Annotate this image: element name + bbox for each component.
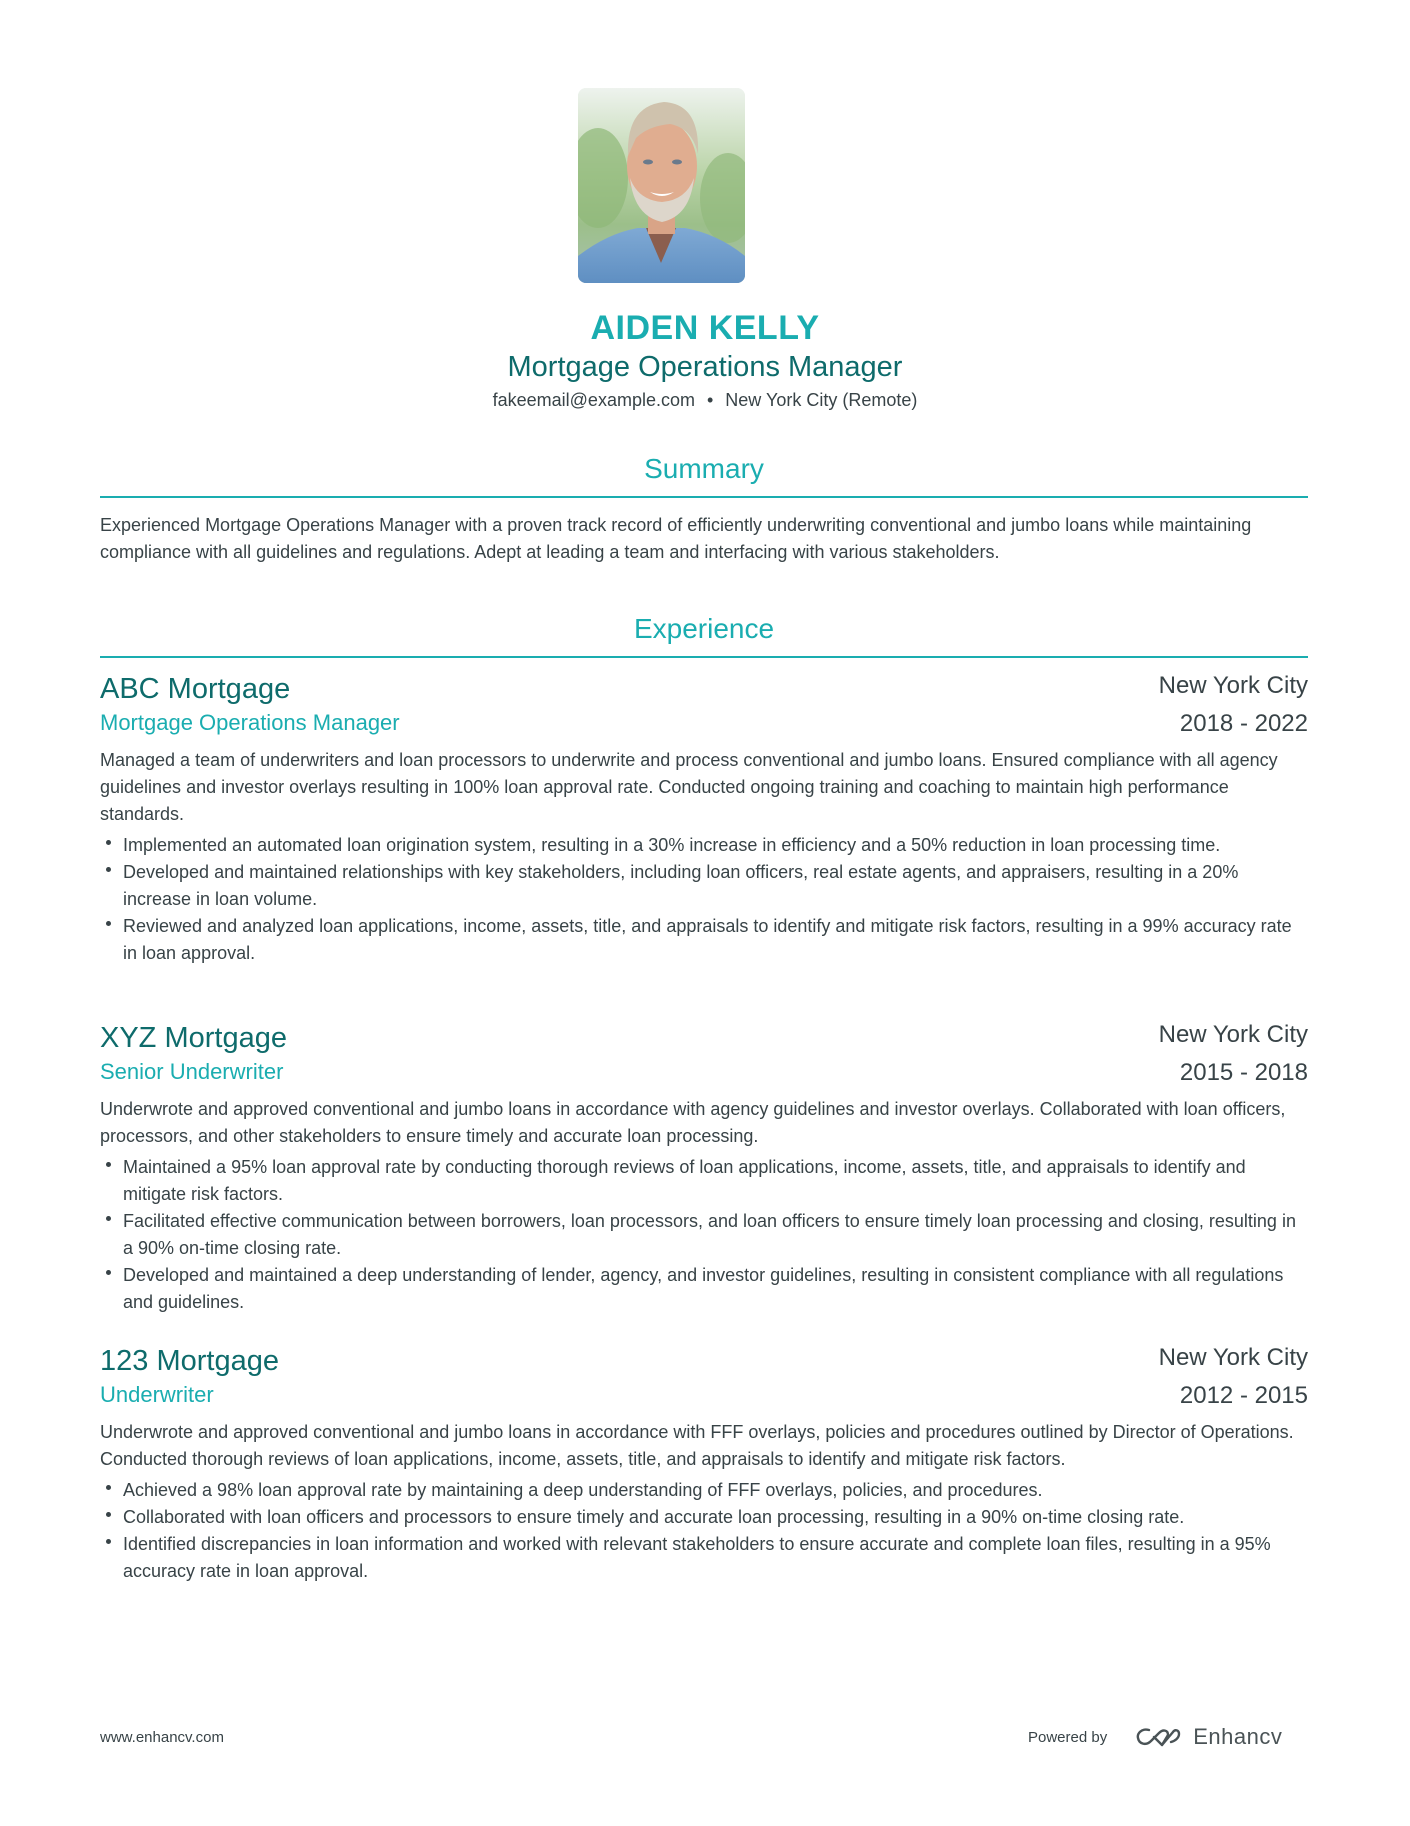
job-location: New York City: [1158, 1021, 1308, 1048]
separator-dot: •: [706, 390, 714, 410]
bullet-icon: [106, 1485, 111, 1490]
job-description: [100, 1419, 1310, 1585]
bullet-icon: [106, 1216, 111, 1221]
bullet-item: [100, 832, 1310, 859]
bullet-text: Implemented an automated loan origination system, resulting in a 30% increase in efficiency and a 50% reduction in loan processing time.: [123, 835, 1221, 855]
job-dates: 2012 - 2015: [1179, 1382, 1308, 1409]
company-name: 123 Mortgage: [100, 1345, 279, 1377]
bullet-item: [100, 1477, 1310, 1504]
summary-heading: Summary: [644, 453, 764, 484]
job-bullets: [100, 1477, 1310, 1585]
bullet-icon: [106, 921, 111, 926]
bullet-item: [100, 859, 1310, 913]
job-location: New York City: [1158, 1344, 1308, 1371]
candidate-name: AIDEN KELLY: [590, 309, 820, 347]
bullet-icon: [106, 867, 111, 872]
bullet-icon: [106, 1162, 111, 1167]
bullet-icon: [106, 1539, 111, 1544]
bullet-item: [100, 913, 1310, 967]
email-link[interactable]: fakeemail@example.com: [492, 390, 695, 410]
bullet-text: Developed and maintained relationships with key stakeholders, including loan officers, real estate agents, and appraisers, resulting in a 20% increase in loan volume.: [123, 862, 1239, 909]
company-name: ABC Mortgage: [100, 673, 291, 705]
powered-by-label: Powered by: [1028, 1728, 1108, 1746]
experience-divider: [100, 656, 1308, 658]
job-summary: Managed a team of underwriters and loan processors to underwrite and process conventional and jumbo loans. Ensured compliance with all agency guidelines and investor overlays resulting in 100% loan approval rate. Conducted ongoing training and coaching to maintain high performance standards.: [100, 750, 1278, 824]
job-dates: 2015 - 2018: [1179, 1059, 1308, 1086]
bullet-text: Identified discrepancies in loan information and worked with relevant stakeholders to ensure accurate and complete loan files, resulting in a 95% accuracy rate in loan approval.: [123, 1534, 1271, 1581]
bullet-text: Reviewed and analyzed loan applications, income, assets, title, and appraisals to identify and mitigate risk factors, resulting in a 99% accuracy rate in loan approval.: [123, 916, 1292, 963]
job-description: [100, 747, 1310, 967]
contact-line: [0, 388, 1410, 412]
bullet-item: [100, 1208, 1310, 1262]
bullet-text: Maintained a 95% loan approval rate by conducting thorough reviews of loan applications, income, assets, title, and appraisals to identify and mitigate risk factors.: [123, 1157, 1246, 1204]
portrait-image: [578, 88, 745, 283]
experience-heading: Experience: [633, 613, 775, 644]
bullet-icon: [106, 1512, 111, 1517]
company-name: XYZ Mortgage: [100, 1022, 287, 1054]
summary-divider: [100, 496, 1308, 498]
bullet-text: Developed and maintained a deep understanding of lender, agency, and investor guidelines, resulting in consistent compliance with all regulations and guidelines.: [123, 1265, 1284, 1312]
bullet-item: [100, 1504, 1310, 1531]
job-role: Mortgage Operations Manager: [100, 710, 400, 735]
bullet-text: Achieved a 98% loan approval rate by maintaining a deep understanding of FFF overlays, policies, and procedures.: [123, 1480, 1043, 1500]
bullet-item: [100, 1262, 1310, 1316]
job-description: [100, 1096, 1310, 1316]
job-dates: 2018 - 2022: [1179, 710, 1308, 737]
candidate-headline: Mortgage Operations Manager: [507, 351, 903, 383]
job-bullets: [100, 1154, 1310, 1316]
job-role: Underwriter: [100, 1382, 214, 1407]
bullet-item: [100, 1531, 1310, 1585]
powered-by: [1028, 1722, 1282, 1752]
job-summary: Underwrote and approved conventional and jumbo loans in accordance with FFF overlays, policies and procedures outlined by Director of Operations. Conducted thorough reviews of loan applications, income, assets, title, and appraisals to identify and mitigate risk factors.: [100, 1422, 1294, 1469]
bullet-text: Facilitated effective communication between borrowers, loan processors, and loan officers to ensure timely loan processing and closing, resulting in a 90% on-time closing rate.: [123, 1211, 1296, 1258]
job-role: Senior Underwriter: [100, 1059, 284, 1084]
brand-name: Enhancv: [1193, 1724, 1283, 1749]
bullet-item: [100, 1154, 1310, 1208]
summary-text: Experienced Mortgage Operations Manager with a proven track record of efficiently underwriting conventional and jumbo loans while maintaining compliance with all guidelines and regulations. Adept at leading a team and interfacing with various stakeholders.: [100, 515, 1252, 562]
job-summary: Underwrote and approved conventional and jumbo loans in accordance with agency guidelines and investor overlays. Collaborated with loan officers, processors, and other stakeholders to ensure timely and accurate loan processing.: [100, 1099, 1286, 1146]
bullet-icon: [106, 1270, 111, 1275]
website-link[interactable]: www.enhancv.com: [100, 1729, 224, 1746]
job-location: New York City: [1158, 672, 1308, 699]
enhancv-logo-icon: [1135, 1725, 1183, 1749]
brand-logo[interactable]: [1135, 1724, 1282, 1750]
location-text: New York City (Remote): [725, 390, 918, 410]
job-bullets: [100, 832, 1310, 967]
bullet-text: Collaborated with loan officers and processors to ensure timely and accurate loan processing, resulting in a 90% on-time closing rate.: [123, 1507, 1185, 1527]
bullet-icon: [106, 840, 111, 845]
profile-photo: [578, 88, 745, 283]
